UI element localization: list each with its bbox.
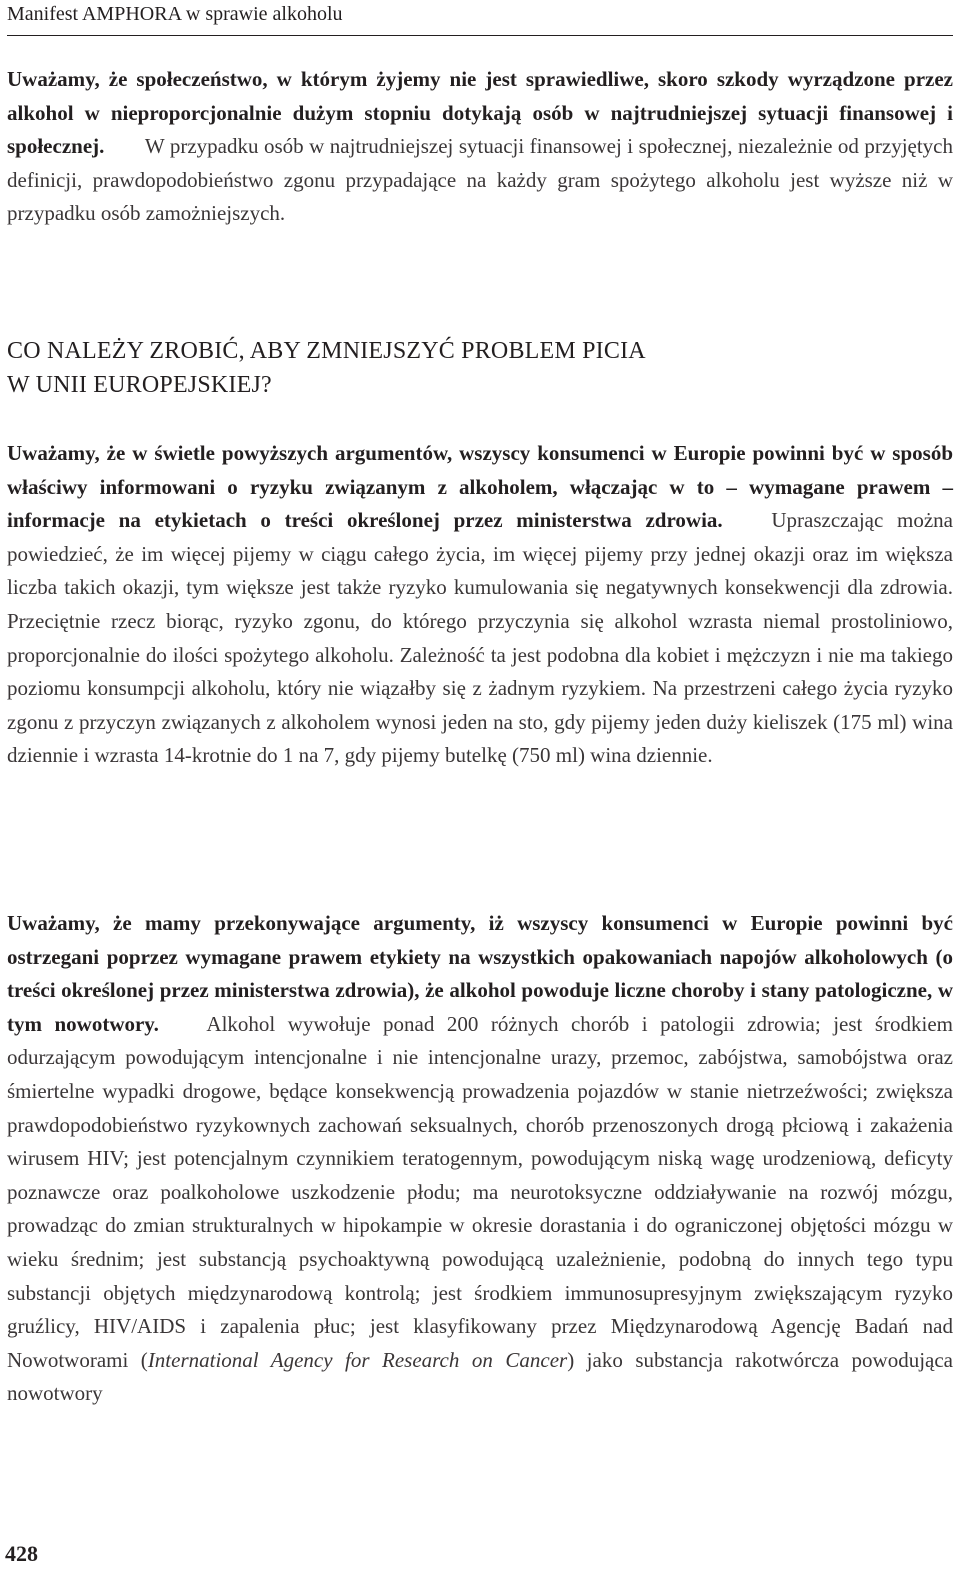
paragraph-lead: Uważamy, że w świetle powyższych argumentów, wszyscy konsumenci w Europie powinni być w sposób właściwy informowani o ryzyku związanym z alkoholem, włączając w to – wymagane prawem – informacje na etykietach o treści określonej przez ministerstwa zdrowia. bbox=[7, 441, 953, 533]
section-heading-line: W UNII EUROPEJSKIEJ? bbox=[7, 372, 272, 398]
page-number: 428 bbox=[5, 1541, 38, 1566]
paragraph-consumer-information bbox=[7, 437, 953, 773]
paragraph-body-continuation: ) jako substancja rakotwórcza powodująca nowotwory bbox=[7, 1347, 954, 1406]
running-header: Manifest AMPHORA w sprawie alkoholu bbox=[7, 3, 343, 25]
paragraph-body: Alkohol wywołuje ponad 200 różnych chorób i patologii zdrowia; jest środkiem odurzającym powodującym intencjonalne i nie intencjonalne urazy, przemoc, zabójstwa, samobójstwa oraz śmiertelne wypadki drogowe, będące konsekwencją prowadzenia pojazdów w stanie nietrzeźwości; zwiększa prawdopodobieństwo ryzykownych zachowań seksualnych, chorób przenoszonych drogą płciową i zakażenia wirusem HIV; jest potencjalnym czynnikiem teratogennym, powodującym niską wagę urodzeniową, deficyty poznawcze oraz poalkoholowe uszkodzenie płodu; ma neurotoksyczne oddziaływanie na rozwój mózgu, prowadząc do zmian strukturalnych w hipokampie w okresie dorastania i do ograniczonej objętości mózgu w wieku średnim; jest substancją psychoaktywną powodującą uzależnienie, podobną do innych tego typu substancji objętych międzynarodową kontrolą; jest środkiem immunosupresyjnym zwiększającym ryzyko gruźlicy, HIV/AIDS i zapalenia płuc; jest klasyfikowany przez Międzynarodową Agencję Badań nad Nowotworami ( bbox=[7, 1011, 954, 1372]
paragraph-lead: Uważamy, że mamy przekonywające argumenty, iż wszyscy konsumenci w Europie powinni być ostrzegani poprzez wymagane prawem etykiety na wszystkich opakowaniach napojów alkoholowych (o treści określonej przez ministerstwa zdrowia), że alkohol powoduje liczne choroby i stany patologiczne, w tym nowotwory. bbox=[7, 911, 953, 1036]
section-heading-block bbox=[7, 334, 953, 402]
paragraph-lead: Uważamy, że społeczeństwo, w którym żyjemy nie jest sprawiedliwe, skoro szkody wyrządzone przez alkohol w nieproporcjonalnie dużym stopniu dotykają osób w najtrudniejszej sytuacji finansowej i społecznej. bbox=[7, 67, 953, 159]
paragraph-body: W przypadku osób w najtrudniejszej sytuacji finansowej i społecznej, niezależnie od przyjętych definicji, prawdopodobieństwo zgonu przypadające na każdy gram spożytego alkoholu jest wyższe niż w przypadku osób zamożniejszych. bbox=[7, 134, 954, 226]
paragraph-body: Upraszczając można powiedzieć, że im więcej pijemy w ciągu całego życia, im więcej pijemy przy jednej okazji oraz im większa liczba takich okazji, tym większe jest także ryzyko kumulowania się negatywnych konsekwencji dla zdrowia. Przeciętnie rzecz biorąc, ryzyko zgonu, do którego przyczynia się alkohol wzrasta niemal prostoliniowo, proporcjonalnie do ilości spożytego alkoholu. Zależność ta jest podobna dla kobiet i mężczyzn i nie ma takiego poziomu konsumpcji alkoholu, który nie wiązałby się z żadnym ryzykiem. Na przestrzeni całego życia ryzyko zgonu z przyczyn związanych z alkoholem wynosi jeden na sto, gdy pijemy jeden duży kieliszek (175 ml) wina dziennie i wzrasta 14-krotnie do 1 na 7, gdy pijemy butelkę (750 ml) wina dziennie. bbox=[7, 508, 953, 768]
section-heading-line: CO NALEŻY ZROBIĆ, ABY ZMNIEJSZYĆ PROBLEM PICIA bbox=[7, 338, 646, 364]
paragraph-warning-labels bbox=[7, 907, 953, 1411]
italic-agency-name: International Agency for Research on Cancer bbox=[147, 1347, 568, 1372]
paragraph-social-inequality bbox=[7, 63, 953, 231]
section-heading bbox=[7, 334, 953, 402]
header-divider bbox=[7, 35, 953, 36]
